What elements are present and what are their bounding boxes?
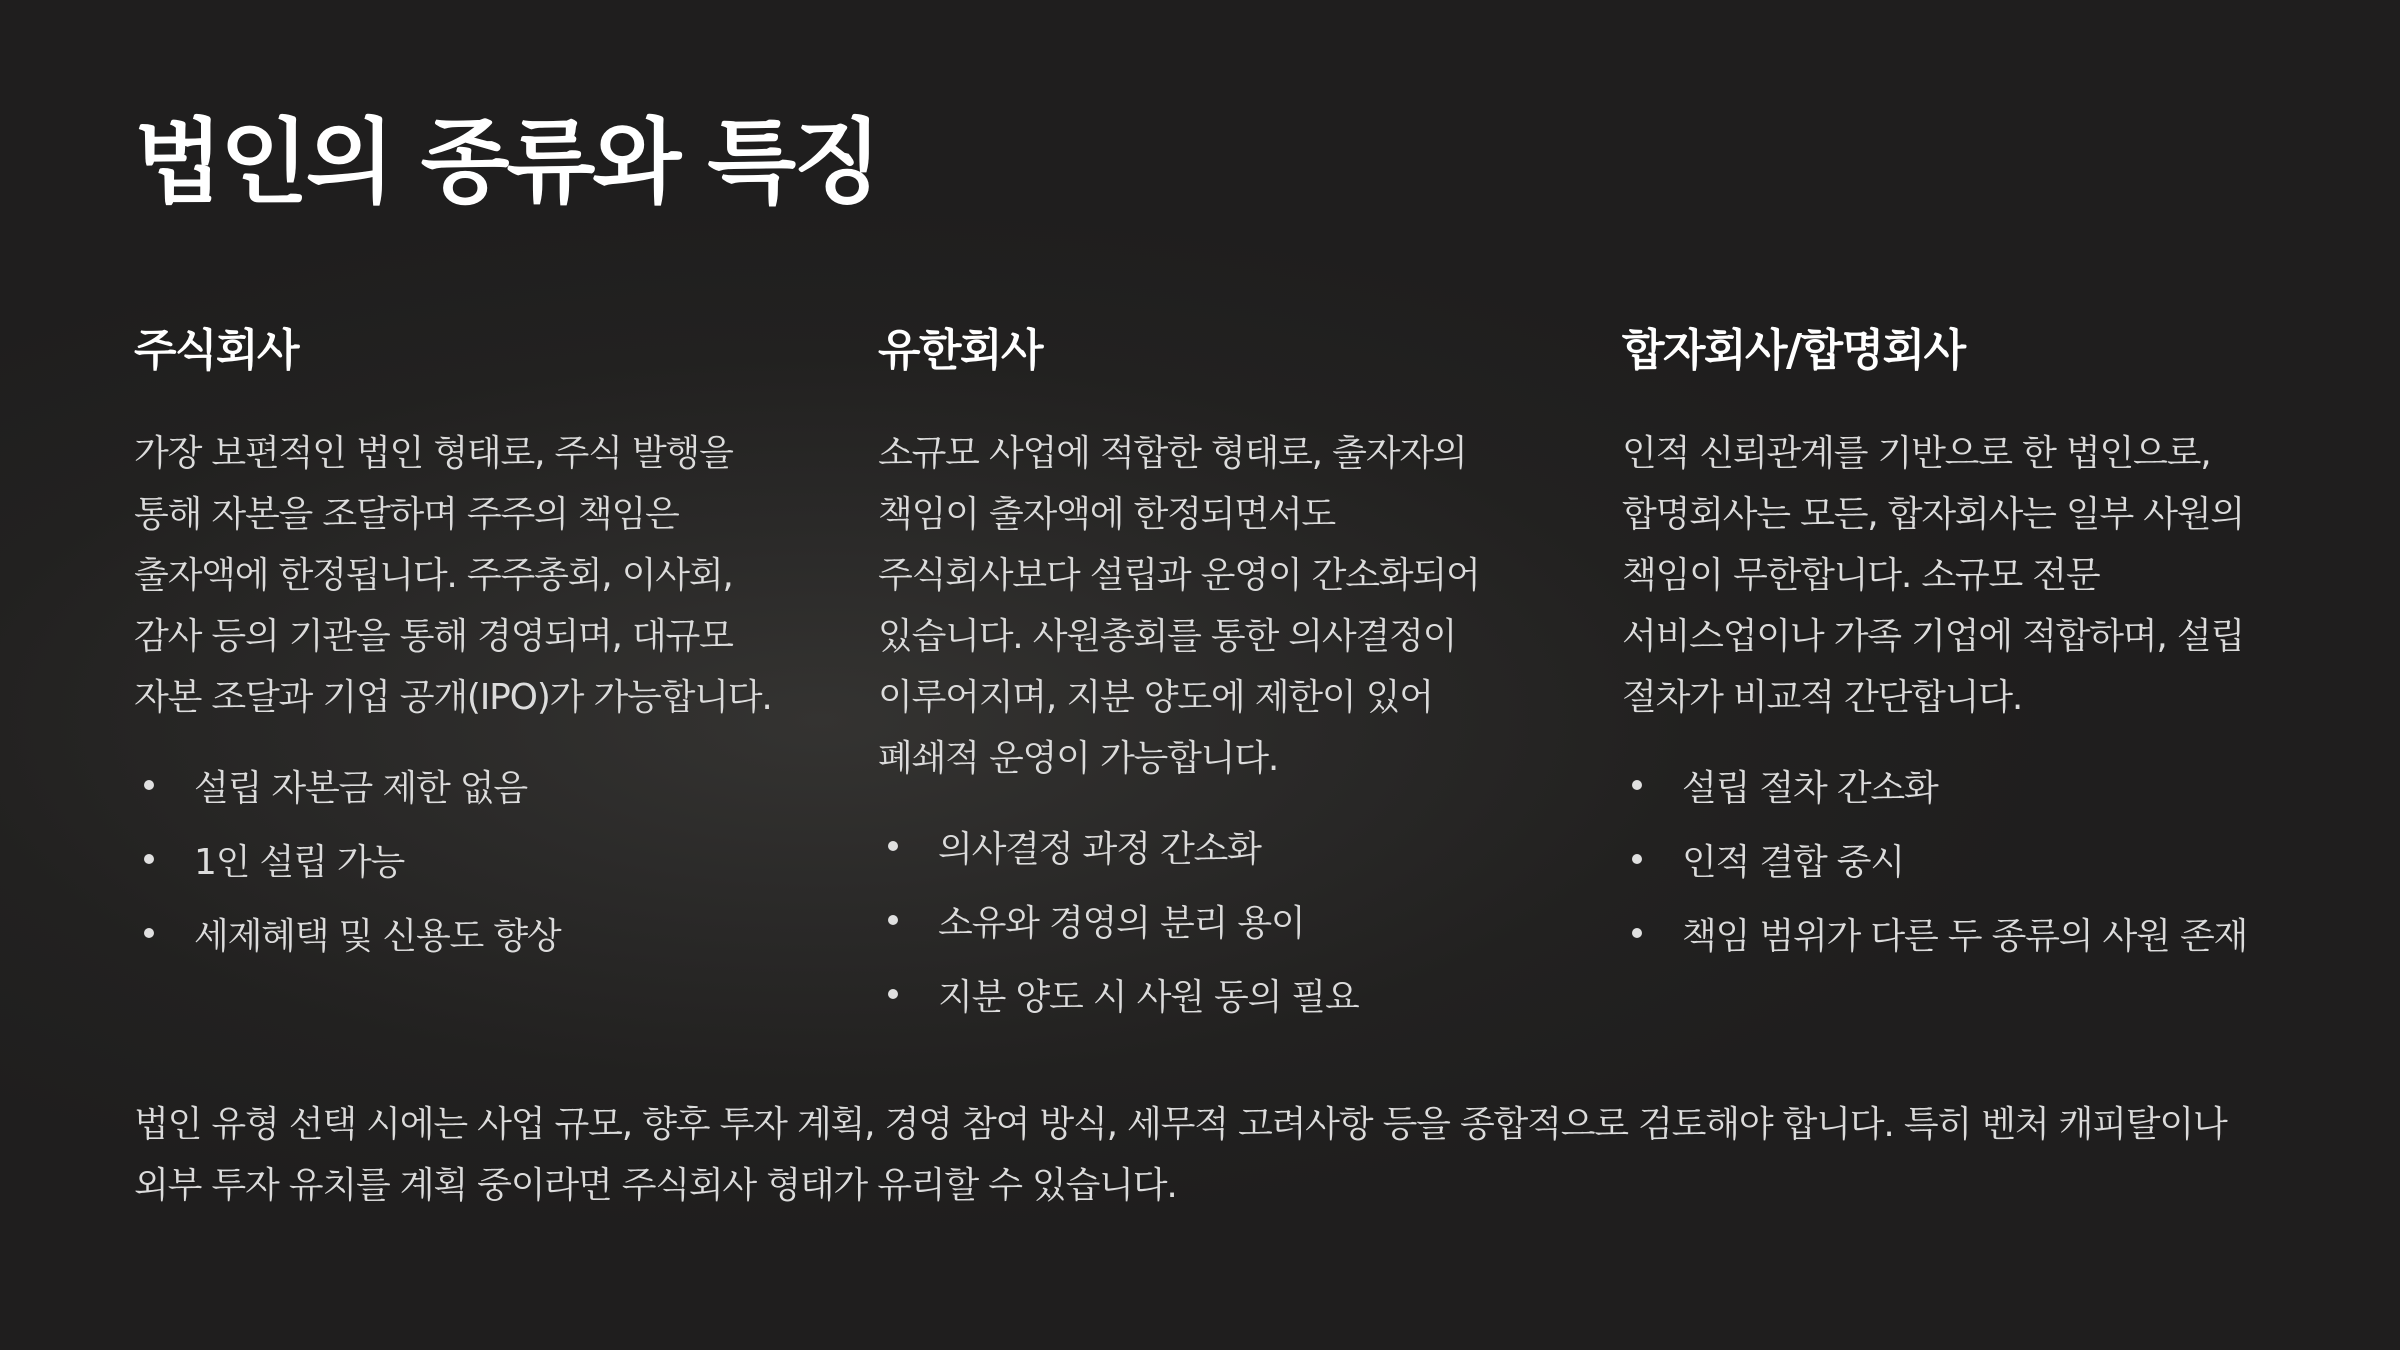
list-item <box>1622 896 2282 970</box>
bullet-icon <box>144 780 154 790</box>
list-item <box>878 809 1622 883</box>
list-item-text: 1인 설립 가능 <box>194 841 405 883</box>
column-corporation <box>134 322 878 1031</box>
column-heading: 주식회사 <box>134 325 299 376</box>
bullet-icon <box>888 989 898 999</box>
bullet-icon <box>1632 780 1642 790</box>
bullet-icon <box>1632 854 1642 864</box>
bullet-icon <box>1632 928 1642 938</box>
bullet-icon <box>888 915 898 925</box>
column-limited-company <box>878 322 1622 1031</box>
entity-columns <box>134 322 2284 1031</box>
list-item-text: 세제혜택 및 신용도 향상 <box>194 915 561 957</box>
list-item <box>134 748 878 822</box>
list-item-text: 의사결정 과정 간소화 <box>938 828 1261 870</box>
bullet-icon <box>144 854 154 864</box>
feature-list <box>134 748 878 970</box>
summary-text: 법인 유형 선택 시에는 사업 규모, 향후 투자 계획, 경영 참여 방식, 세무적 고려사항 등을 종합적으로 검토해야 합니다. 특히 벤처 캐피탈이나 외부 투자 유치를 계획 중이라면 주식회사 형태가 유리할 수 있습니다. <box>134 1104 2227 1206</box>
column-heading: 합자회사/합명회사 <box>1622 325 1965 376</box>
list-item <box>134 822 878 896</box>
bullet-icon <box>144 928 154 938</box>
list-item-text: 소유와 경영의 분리 용이 <box>938 902 1305 944</box>
list-item-text: 책임 범위가 다른 두 종류의 사원 존재 <box>1682 915 2248 957</box>
column-description: 소규모 사업에 적합한 형태로, 출자자의 책임이 출자액에 한정되면서도 주식회사보다 설립과 운영이 간소화되어 있습니다. 사원총회를 통한 의사결정이 이루어지며, 지분 양도에 제한이 있어 폐쇄적 운영이 가능합니다. <box>878 433 1480 780</box>
list-item-text: 지분 양도 시 사원 동의 필요 <box>938 976 1359 1018</box>
feature-list <box>1622 748 2282 970</box>
column-description: 가장 보편적인 법인 형태로, 주식 발행을 통해 자본을 조달하며 주주의 책임은 출자액에 한정됩니다. 주주총회, 이사회, 감사 등의 기관을 통해 경영되며, 대규모 자본 조달과 기업 공개(IPO)가 가능합니다. <box>134 433 772 719</box>
feature-list <box>878 809 1622 1031</box>
list-item-text: 인적 결합 중시 <box>1682 841 1904 883</box>
list-item <box>878 957 1622 1031</box>
list-item-text: 설립 절차 간소화 <box>1682 767 1938 809</box>
list-item-text: 설립 자본금 제한 없음 <box>194 767 527 809</box>
list-item <box>1622 822 2282 896</box>
list-item <box>1622 748 2282 822</box>
column-partnership <box>1622 322 2282 1031</box>
list-item <box>134 896 878 970</box>
bullet-icon <box>888 841 898 851</box>
column-description: 인적 신뢰관계를 기반으로 한 법인으로, 합명회사는 모든, 합자회사는 일부 사원의 책임이 무한합니다. 소규모 전문 서비스업이나 가족 기업에 적합하며, 설립 절차가 비교적 간단합니다. <box>1622 433 2245 719</box>
list-item <box>878 883 1622 957</box>
column-heading: 유한회사 <box>878 325 1043 376</box>
page-title: 법인의 종류와 특징 <box>134 109 880 216</box>
